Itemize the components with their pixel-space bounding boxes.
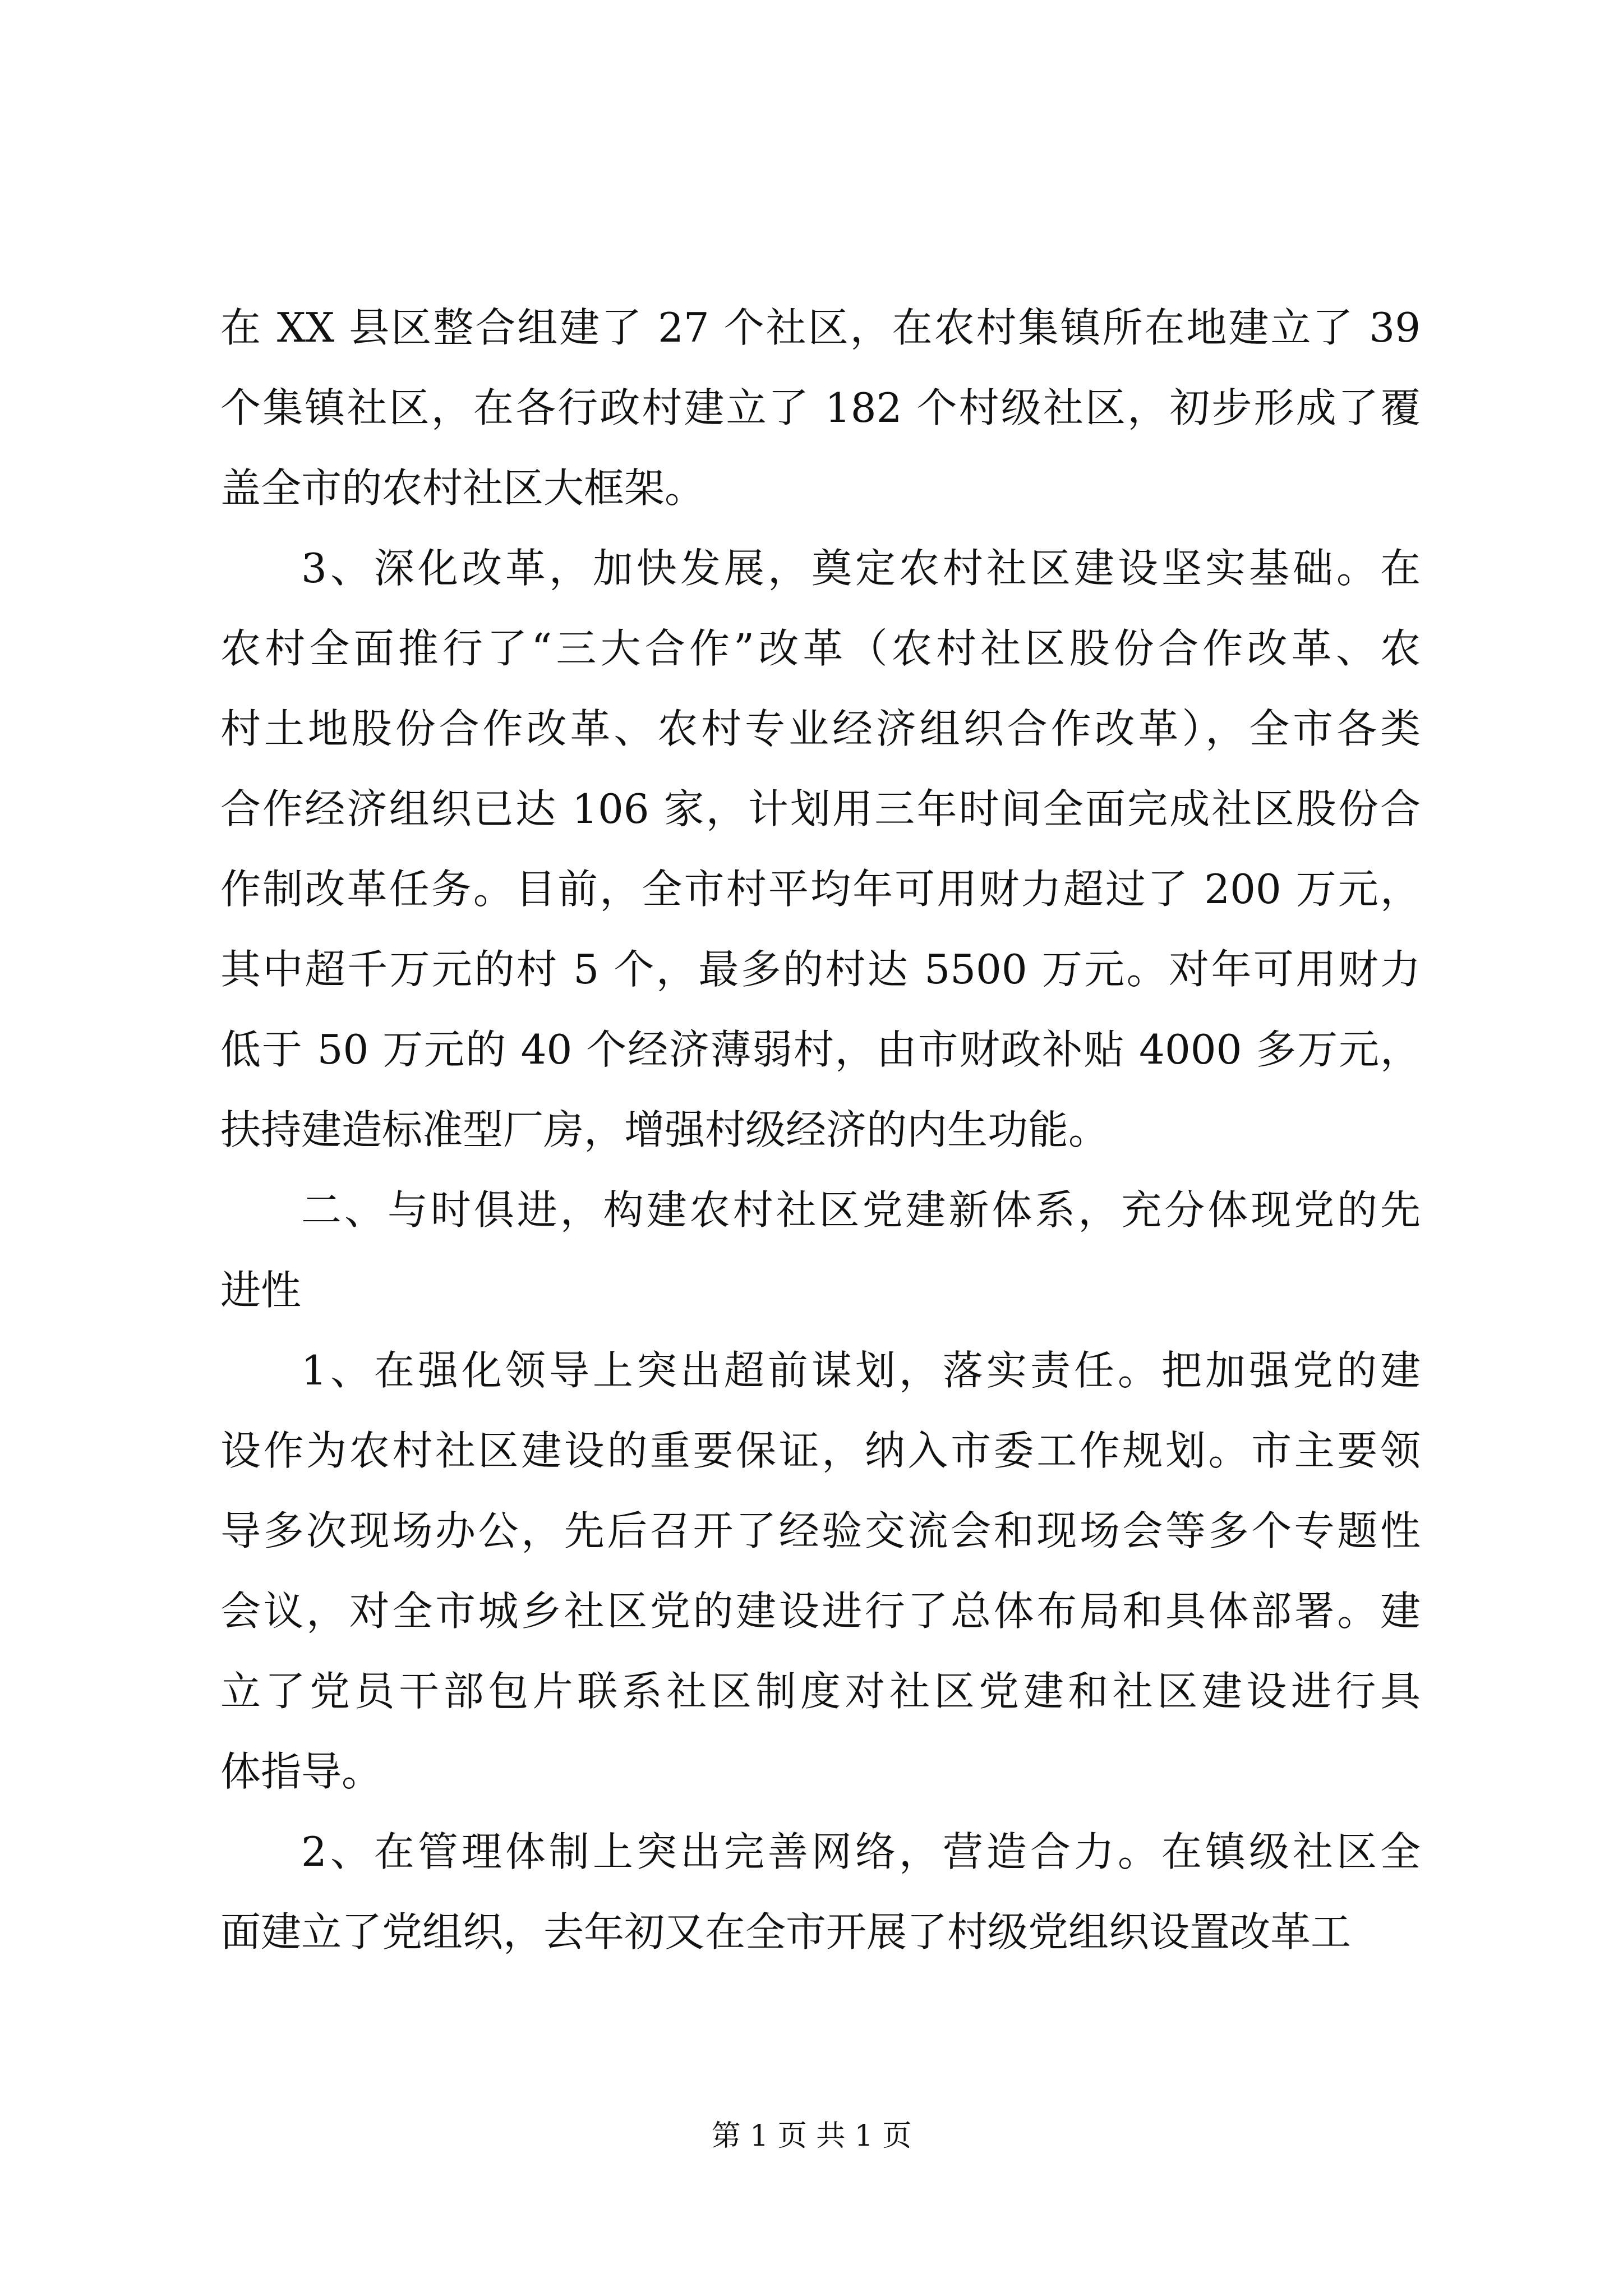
- text-line: 体指导。: [220, 1748, 382, 1795]
- page-footer: 第 1 页 共 1 页: [711, 2119, 912, 2153]
- text-line: 其中超千万元的村 5 个，最多的村达 5500 万元。对年可用财力: [220, 946, 1421, 993]
- paragraph: [220, 1170, 1421, 1331]
- text-line: 会议，对全市城乡社区党的建设进行了总体布局和具体部署。建: [220, 1588, 1421, 1635]
- paragraph: [220, 1812, 1421, 1972]
- text-line: 设作为农村社区建设的重要保证，纳入市委工作规划。市主要领: [220, 1427, 1421, 1474]
- text-line: 导多次现场办公，先后召开了经验交流会和现场会等多个专题性: [220, 1507, 1421, 1554]
- text-line: 个集镇社区，在各行政村建立了 182 个村级社区，初步形成了覆: [220, 384, 1421, 431]
- text-line: 作制改革任务。目前，全市村平均年可用财力超过了 200 万元，: [220, 866, 1421, 913]
- paragraph: [220, 528, 1421, 1170]
- text-line: 农村全面推行了“三大合作”改革（农村社区股份合作改革、农: [220, 625, 1421, 672]
- paragraph: [220, 288, 1421, 528]
- text-line: 进性: [220, 1267, 302, 1314]
- text-line: 1、在强化领导上突出超前谋划，落实责任。把加强党的建: [301, 1347, 1421, 1394]
- text-line: 面建立了党组织，去年初又在全市开展了村级党组织设置改革工: [220, 1908, 1352, 1955]
- text-line: 合作经济组织已达 106 家，计划用三年时间全面完成社区股份合: [220, 785, 1421, 832]
- text-line: 在 XX 县区整合组建了 27 个社区，在农村集镇所在地建立了 39: [220, 304, 1421, 351]
- text-line: 盖全市的农村社区大框架。: [220, 464, 706, 512]
- document-body: [220, 288, 1421, 1972]
- text-line: 村土地股份合作改革、农村专业经济组织合作改革），全市各类: [220, 705, 1421, 752]
- text-line: 立了党员干部包片联系社区制度对社区党建和社区建设进行具: [220, 1668, 1421, 1715]
- text-line: 低于 50 万元的 40 个经济薄弱村，由市财政补贴 4000 多万元，: [220, 1026, 1421, 1073]
- text-line: 2、在管理体制上突出完善网络，营造合力。在镇级社区全: [301, 1828, 1421, 1875]
- text-line: 扶持建造标准型厂房，增强村级经济的内生功能。: [220, 1106, 1109, 1153]
- text-line: 3、深化改革，加快发展，奠定农村社区建设坚实基础。在: [301, 545, 1421, 592]
- paragraph: [220, 1331, 1421, 1812]
- text-line: 二、与时俱进，构建农村社区党建新体系，充分体现党的先: [301, 1186, 1421, 1234]
